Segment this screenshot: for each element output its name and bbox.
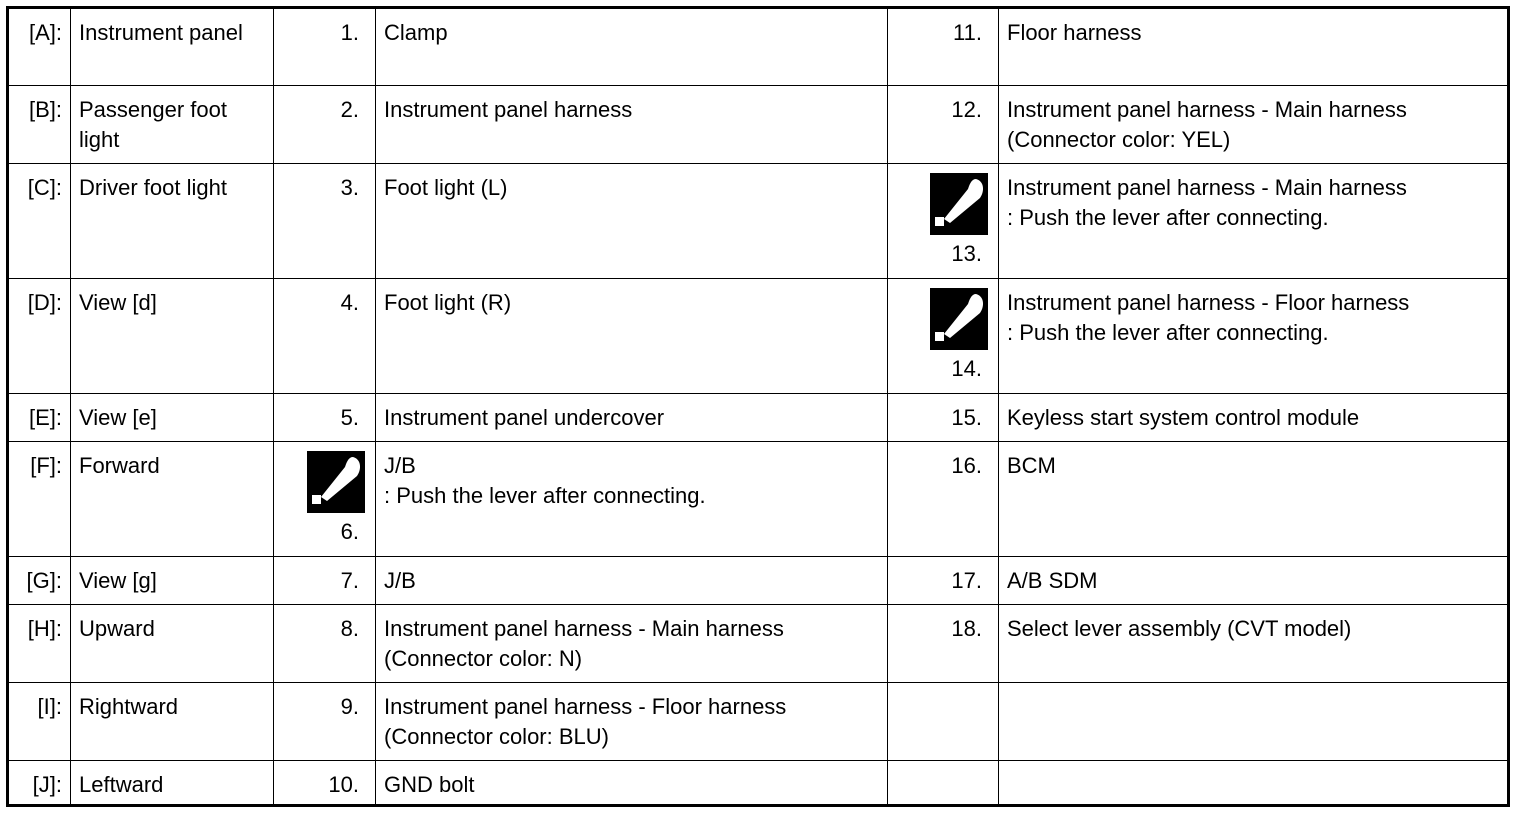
item-number: 8. [340, 616, 359, 641]
item-number: 3. [340, 175, 359, 200]
item-description [376, 605, 888, 683]
legend-row [8, 683, 1509, 761]
row-label: Forward [71, 442, 274, 557]
description-line: Instrument panel undercover [384, 405, 665, 430]
item-description [376, 86, 888, 164]
legend-row [8, 605, 1509, 683]
row-label: Driver foot light [71, 164, 274, 279]
item-number-cell [888, 557, 999, 605]
item-description [376, 683, 888, 761]
item-number-cell [274, 557, 376, 605]
row-letter: [A]: [8, 8, 71, 86]
description-line: Instrument panel harness - Main harness [1007, 175, 1407, 200]
description-line: Clamp [384, 20, 448, 45]
legend-row [8, 8, 1509, 86]
item-number: 14. [951, 356, 982, 381]
item-number: 5. [340, 405, 359, 430]
description-line: : Push the lever after connecting. [1007, 205, 1329, 230]
item-number-cell [888, 86, 999, 164]
description-line: J/B [384, 453, 416, 478]
item-number-cell [274, 761, 376, 806]
row-letter: [H]: [8, 605, 71, 683]
row-label: View [d] [71, 279, 274, 394]
row-letter: [F]: [8, 442, 71, 557]
item-description [376, 164, 888, 279]
legend-row [8, 86, 1509, 164]
item-number-cell [274, 683, 376, 761]
item-number-cell [274, 605, 376, 683]
item-number: 12. [951, 97, 982, 122]
row-letter: [E]: [8, 394, 71, 442]
item-number-cell [888, 683, 999, 761]
item-number-cell [888, 442, 999, 557]
row-letter: [J]: [8, 761, 71, 806]
row-letter: [I]: [8, 683, 71, 761]
item-number-cell [888, 164, 999, 279]
description-line: : Push the lever after connecting. [1007, 320, 1329, 345]
item-number-cell [888, 761, 999, 806]
row-label: Leftward [71, 761, 274, 806]
item-number: 1. [340, 20, 359, 45]
item-description [999, 394, 1509, 442]
item-number: 18. [951, 616, 982, 641]
legend-body [8, 8, 1509, 806]
legend-row [8, 557, 1509, 605]
legend-row [8, 394, 1509, 442]
lever-push-icon [930, 288, 988, 350]
description-line: J/B [384, 568, 416, 593]
legend-row [8, 164, 1509, 279]
item-description [376, 394, 888, 442]
item-description [999, 279, 1509, 394]
item-number: 9. [340, 694, 359, 719]
row-label: Passenger foot light [71, 86, 274, 164]
item-description [999, 557, 1509, 605]
item-description [376, 8, 888, 86]
icon-number-wrap [282, 451, 359, 547]
description-line: Instrument panel harness [384, 97, 633, 122]
icon-number-wrap [896, 173, 982, 269]
item-number-cell [888, 8, 999, 86]
row-letter: [B]: [8, 86, 71, 164]
legend-row [8, 442, 1509, 557]
description-line: (Connector color: YEL) [1007, 127, 1231, 152]
lever-push-icon [307, 451, 365, 513]
item-number-cell [888, 279, 999, 394]
item-number-cell [274, 394, 376, 442]
item-description [376, 442, 888, 557]
icon-number-wrap [896, 288, 982, 384]
item-description [999, 442, 1509, 557]
description-line: Instrument panel harness - Main harness [384, 616, 784, 641]
item-number-cell [274, 86, 376, 164]
item-number: 10. [328, 772, 359, 797]
item-number: 11. [953, 20, 982, 45]
item-description [376, 557, 888, 605]
item-number: 7. [340, 568, 359, 593]
row-letter: [G]: [8, 557, 71, 605]
item-description [999, 683, 1509, 761]
item-description [999, 86, 1509, 164]
row-letter: [C]: [8, 164, 71, 279]
item-number: 16. [951, 453, 982, 478]
description-line: Keyless start system control module [1007, 405, 1360, 430]
description-line: BCM [1007, 453, 1056, 478]
description-line: : Push the lever after connecting. [384, 483, 706, 508]
item-number: 2. [340, 97, 359, 122]
item-number: 17. [951, 568, 982, 593]
lever-push-icon [930, 173, 988, 235]
item-number: 13. [951, 241, 982, 266]
row-label: Rightward [71, 683, 274, 761]
item-number-cell [888, 394, 999, 442]
row-letter: [D]: [8, 279, 71, 394]
item-description [999, 164, 1509, 279]
row-label: View [e] [71, 394, 274, 442]
legend-row [8, 279, 1509, 394]
item-number: 15. [951, 405, 982, 430]
description-line: A/B SDM [1007, 568, 1098, 593]
item-number-cell [274, 279, 376, 394]
description-line: Floor harness [1007, 20, 1142, 45]
legend-row [8, 761, 1509, 806]
description-line: Instrument panel harness - Floor harness [384, 694, 787, 719]
item-description [999, 605, 1509, 683]
description-line: Instrument panel harness - Main harness [1007, 97, 1407, 122]
item-number: 6. [340, 519, 359, 544]
item-number-cell [888, 605, 999, 683]
item-description [376, 279, 888, 394]
item-description [999, 761, 1509, 806]
row-label: Upward [71, 605, 274, 683]
description-line: Select lever assembly (CVT model) [1007, 616, 1352, 641]
item-number-cell [274, 164, 376, 279]
description-line: Foot light (R) [384, 290, 512, 315]
row-label: View [g] [71, 557, 274, 605]
description-line: GND bolt [384, 772, 475, 797]
item-number: 4. [340, 290, 359, 315]
item-description [376, 761, 888, 806]
item-number-cell [274, 8, 376, 86]
description-line: (Connector color: BLU) [384, 724, 609, 749]
description-line: Foot light (L) [384, 175, 508, 200]
description-line: (Connector color: N) [384, 646, 583, 671]
item-number-cell [274, 442, 376, 557]
row-label: Instrument panel [71, 8, 274, 86]
description-line: Instrument panel harness - Floor harness [1007, 290, 1410, 315]
item-description [999, 8, 1509, 86]
legend-table [6, 6, 1510, 807]
